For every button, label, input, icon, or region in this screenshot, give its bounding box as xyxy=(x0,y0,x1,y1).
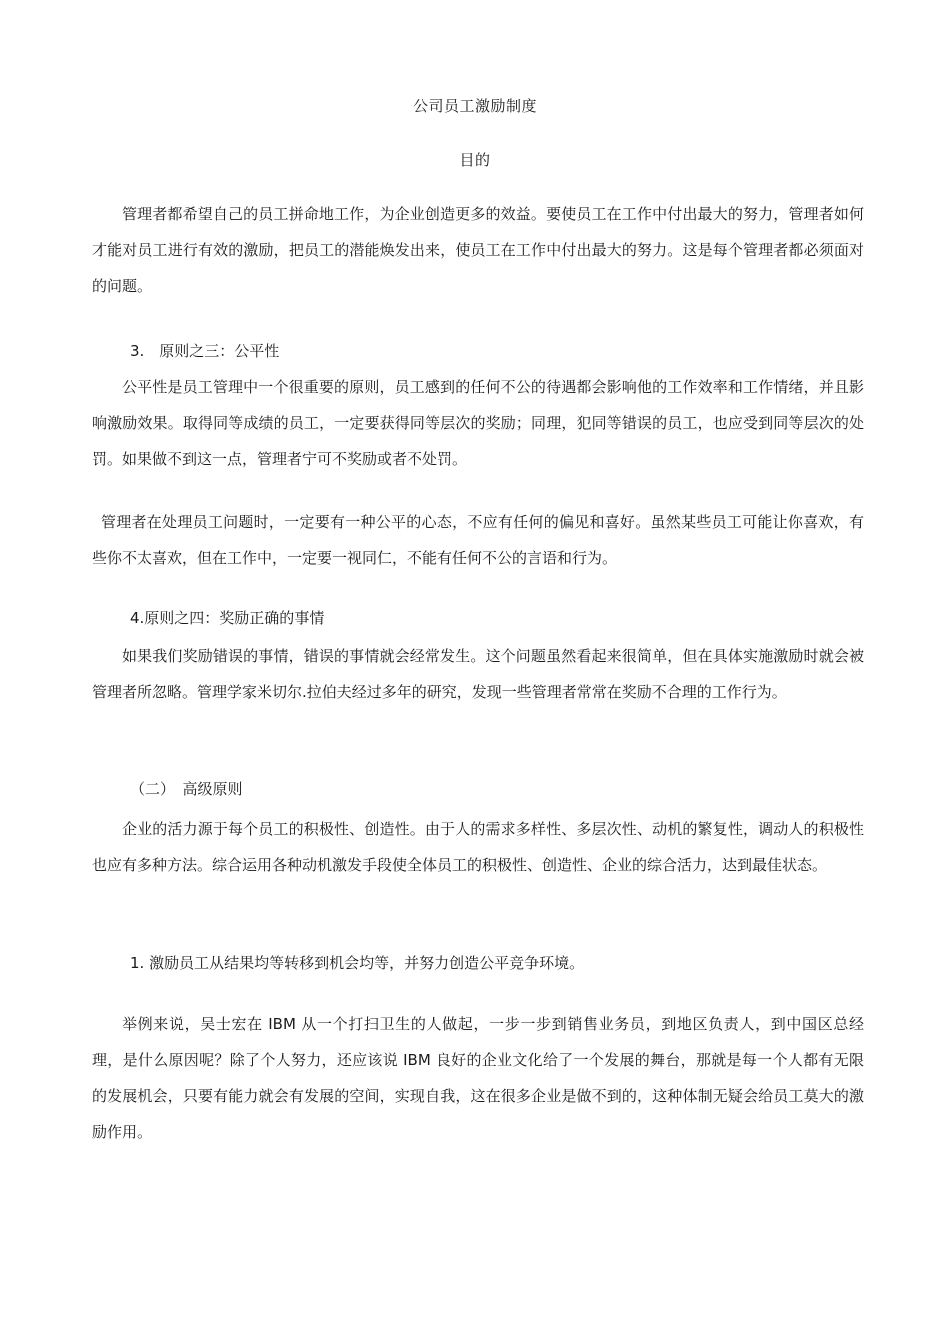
principle-4-paragraph: 如果我们奖励错误的事情，错误的事情就会经常发生。这个问题虽然看起来很简单，但在具体实施激励时就会被管理者所忽略。管理学家米切尔.拉伯夫经过多年的研究，发现一些管理者常常在奖励不合理的工作行为。 xyxy=(92,647,864,701)
principle-3-paragraph-1: 公平性是员工管理中一个很重要的原则，员工感到的任何不公的待遇都会影响他的工作效率和工作情绪，并且影响激励效果。取得同等成绩的员工，一定要获得同等层次的奖励；同理，犯同等错误的员工，也应受到同等层次的处罚。如果做不到这一点，管理者宁可不奖励或者不处罚。 xyxy=(92,378,864,468)
item-1-heading: 1. 激励员工从结果均等转移到机会均等，并努力创造公平竞争环境。 xyxy=(130,954,585,972)
advanced-principles-heading: （二） 高级原则 xyxy=(130,780,243,798)
advanced-principles-paragraph: 企业的活力源于每个员工的积极性、创造性。由于人的需求多样性、多层次性、动机的繁复性，调动人的积极性也应有多种方法。综合运用各种动机激发手段使全体员工的积极性、创造性、企业的综合活力，达到最佳状态。 xyxy=(92,820,864,874)
document-subtitle: 目的 xyxy=(459,151,491,169)
intro-paragraph: 管理者都希望自己的员工拼命地工作，为企业创造更多的效益。要使员工在工作中付出最大的努力，管理者如何才能对员工进行有效的激励，把员工的潜能焕发出来，使员工在工作中付出最大的努力。这是每个管理者都必须面对的问题。 xyxy=(92,205,864,295)
item-1-paragraph: 举例来说，吴士宏在 IBM 从一个打扫卫生的人做起，一步一步到销售业务员，到地区负责人，到中国区总经理，是什么原因呢？除了个人努力，还应该说 IBM 良好的企业文化给了一个发展的舞台，那就是每一个人都有无限的发展机会，只要有能力就会有发展的空间，实现自我，这在很多企业是做不到的，这种体制无疑会给员工莫大的激励作用。 xyxy=(92,1015,864,1141)
principle-4-heading: 4.原则之四：奖励正确的事情 xyxy=(130,609,325,627)
principle-3-paragraph-2: 管理者在处理员工问题时，一定要有一种公平的心态，不应有任何的偏见和喜好。虽然某些员工可能让你喜欢，有些你不太喜欢，但在工作中，一定要一视同仁，不能有任何不公的言语和行为。 xyxy=(92,513,864,567)
principle-3-heading: 3. 原则之三：公平性 xyxy=(130,342,280,360)
document-title: 公司员工激励制度 xyxy=(412,97,537,115)
